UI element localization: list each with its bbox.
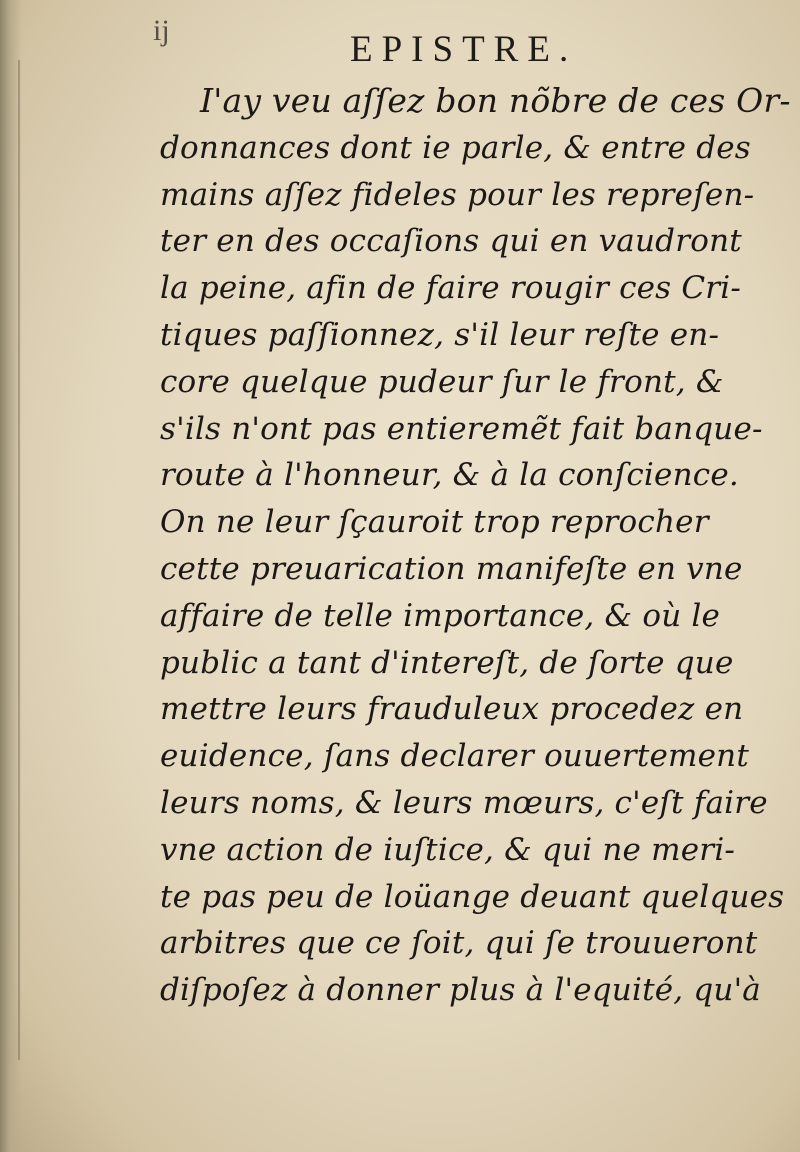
text-line: euidence, ſans declarer ouuertement	[160, 738, 749, 775]
text-line: mains aſſez fideles pour les repreſen-	[160, 176, 755, 213]
text-line: la peine, afin de faire rougir ces Cri-	[160, 270, 742, 307]
text-line: arbitres que ce ſoit, qui ſe trouueront	[160, 925, 758, 962]
text-line: I'ay veu aſſez bon nõbre de ces Or-	[200, 81, 791, 120]
running-head: EPISTRE.	[350, 29, 578, 70]
body-text	[160, 78, 791, 1014]
text-line: route à l'honneur, & à la conſcience.	[160, 457, 739, 494]
text-line: public a tant d'intereſt, de ſorte que	[160, 644, 734, 681]
text-line: leurs noms, & leurs mœurs, c'eſt faire	[160, 784, 768, 821]
text-line: mettre leurs frauduleux procedez en	[160, 691, 744, 728]
text-line: donnances dont ie parle, & entre des	[160, 129, 751, 166]
text-line: vne action de iuſtice, & qui ne meri-	[160, 831, 736, 868]
text-line: cette preuarication manifeſte en vne	[160, 550, 743, 587]
text-line: te pas peu de loüange deuant quelques	[160, 878, 785, 915]
page-signature-mark: ij	[153, 14, 170, 47]
text-line: s'ils n'ont pas entieremẽt fait banque-	[160, 410, 763, 447]
text-line: On ne leur ſçauroit trop reprocher	[160, 504, 709, 541]
text-line: diſpoſez à donner plus à l'equité, qu'à	[160, 972, 761, 1009]
text-line: tiques paſſionnez, s'il leur reſte en-	[160, 316, 720, 353]
text-line: ter en des occaſions qui en vaudront	[160, 223, 742, 260]
text-line: core quelque pudeur ſur le front, &	[160, 363, 724, 400]
text-line: affaire de telle importance, & où le	[160, 597, 721, 634]
gutter-fold-line	[18, 60, 20, 1060]
